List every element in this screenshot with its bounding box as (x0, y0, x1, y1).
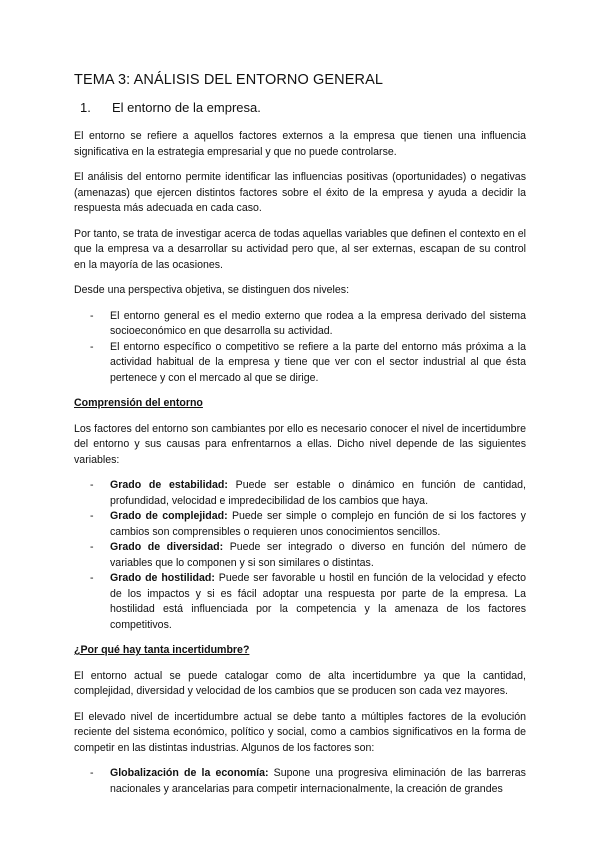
definition: Puede ser simple o complejo en función de si los factores y cambios son comprensibles o requieren unos conocimientos sencillos. (110, 510, 526, 538)
list-item-text (110, 540, 526, 571)
bullet-dash: - (90, 572, 94, 584)
list-item-text: El entorno general es el medio externo que rodea a la empresa derivado del sistema socioeconómico en que desarrolla su actividad. (110, 309, 526, 337)
list-item-text (110, 571, 526, 633)
definition: Puede ser favorable u hostil en función de la velocidad y efecto de los impactos y si es fácil adoptar una respuesta por parte de la empresa. La hostilidad está influenciada por la competencia y la amenaza de los factores competitivos. (110, 572, 526, 631)
bullet-dash: - (90, 309, 94, 322)
paragraph: Por tanto, se trata de investigar acerca de todas aquellas variables que definen el contexto en el que la empresa va a desarrollar su actividad pero que, al ser externas, escapan de su control en la mayoría de las ocasiones. (74, 227, 526, 271)
list-item (74, 340, 526, 387)
bullet-dash: - (90, 767, 94, 779)
list-item (74, 766, 526, 797)
bullet-dash: - (90, 340, 94, 353)
paragraph: Desde una perspectiva objetiva, se distinguen dos niveles: (74, 284, 350, 296)
paragraph: El entorno se refiere a aquellos factores externos a la empresa que tienen una influencia significativa en la estrategia empresarial y que no puede controlarse. (74, 130, 526, 158)
term: Grado de diversidad: (110, 541, 224, 553)
definition: Puede ser integrado o diverso en función del número de variables que lo componen y si son similares o distintas. (110, 541, 526, 569)
section-heading (74, 100, 526, 115)
section-title: El entorno de la empresa. (112, 100, 261, 115)
list-item (74, 478, 526, 509)
list-item-text: El entorno específico o competitivo se refiere a la parte del entorno más próxima a la actividad habitual de la empresa y tiene que ver con el sector industrial al que ésta pertenece y con el mercado al que se dirige. (110, 340, 526, 384)
bullet-dash: - (90, 541, 94, 553)
paragraph: El elevado nivel de incertidumbre actual se debe tanto a múltiples factores de la evolución reciente del sistema económico, político y social, como a cambios significativos en la forma de competir en las distintas industrias. Algunos de los factores son: (74, 710, 526, 754)
definition: Supone una progresiva eliminación de las barreras nacionales y arancelarias para competir internacionalmente, la creación de grandes (110, 767, 526, 795)
list-item (74, 540, 526, 571)
variables-list (74, 478, 526, 633)
list-item-text (110, 766, 526, 797)
list-item (74, 571, 526, 633)
list-item-text (110, 478, 526, 509)
subheading-comprension: Comprensión del entorno (74, 397, 203, 409)
bullet-dash: - (90, 510, 94, 522)
term: Grado de estabilidad: (110, 479, 228, 491)
subheading-incertidumbre: ¿Por qué hay tanta incertidumbre? (74, 644, 250, 656)
document-title: TEMA 3: ANÁLISIS DEL ENTORNO GENERAL (74, 72, 383, 88)
levels-list (74, 309, 526, 387)
list-item (74, 509, 526, 540)
list-item (74, 309, 526, 340)
term: Globalización de la economía: (110, 767, 269, 779)
bullet-dash: - (90, 479, 94, 491)
list-item-text (110, 509, 526, 540)
definition: Puede ser estable o dinámico en función de cantidad, profundidad, velocidad e impredecibilidad de los cambios que haya. (110, 479, 526, 507)
term: Grado de complejidad: (110, 510, 228, 522)
factors-list (74, 766, 526, 797)
section-number: 1. (80, 100, 91, 115)
paragraph: El análisis del entorno permite identificar las influencias positivas (oportunidades) o negativas (amenazas) que ejercen distintos factores sobre el éxito de la empresa y ayuda a decidir la respuesta más adecuada en cada caso. (74, 171, 526, 214)
paragraph: Los factores del entorno son cambiantes por ello es necesario conocer el nivel de incertidumbre del entorno y sus causas para enfrentarnos a ellas. Dicho nivel depende de las siguientes variables: (74, 422, 526, 466)
term: Grado de hostilidad: (110, 572, 215, 584)
paragraph: El entorno actual se puede catalogar como de alta incertidumbre ya que la cantidad, complejidad, diversidad y velocidad de los cambios que se producen son cada vez mayores. (74, 669, 526, 697)
